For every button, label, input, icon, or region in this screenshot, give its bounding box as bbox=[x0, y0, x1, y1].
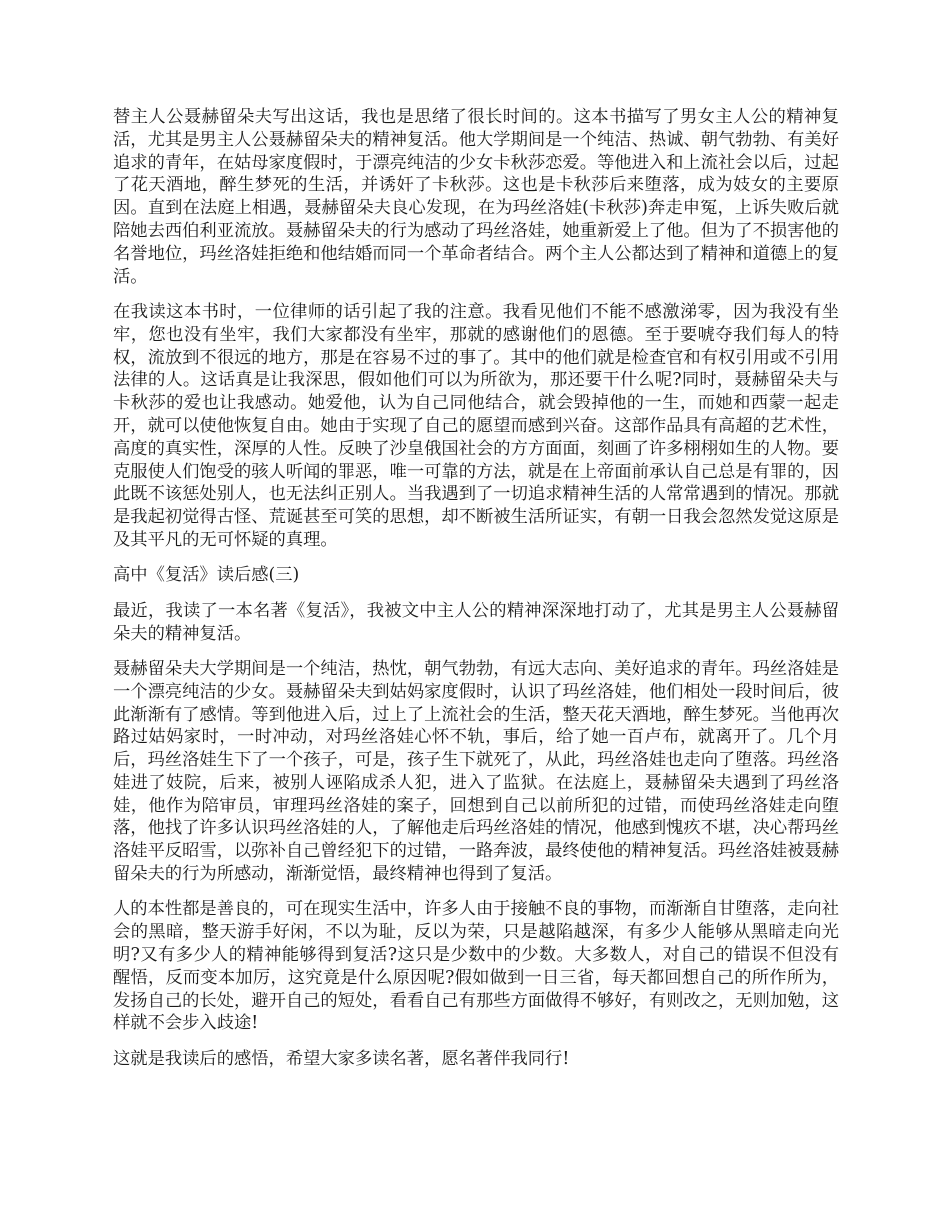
paragraph: 最近，我读了一本名著《复活》，我被文中主人公的精神深深地打动了，尤其是男主人公聂赫留朵夫的精神复活。 bbox=[113, 600, 839, 644]
paragraph: 这就是我读后的感悟，希望大家多读名著，愿名著伴我同行! bbox=[113, 1048, 570, 1069]
section-heading: 高中《复活》读后感(三) bbox=[113, 565, 300, 586]
paragraph: 聂赫留朵夫大学期间是一个纯洁，热忱，朝气勃勃，有远大志向、美好追求的青年。玛丝洛娃是一个漂亮纯洁的少女。聂赫留朵夫到姑妈家度假时，认识了玛丝洛娃，他们相处一段时间后，彼此渐渐有了感情。等到他进入后，过上了上流社会的生活，整天花天酒地，醉生梦死。当他再次路过姑妈家时，一时冲动，对玛丝洛娃心怀不轨，事后，给了她一百卢布，就离开了。几个月后，玛丝洛娃生下了一个孩子，可是，孩子生下就死了，从此，玛丝洛娃也走向了堕落。玛丝洛娃进了妓院，后来，被别人诬陷成杀人犯，进入了监狱。在法庭上，聂赫留朵夫遇到了玛丝洛娃，他作为陪审员，审理玛丝洛娃的案子，回想到自己以前所犯的过错，而使玛丝洛娃走向堕落，他找了许多认识玛丝洛娃的人，了解他走后玛丝洛娃的情况，他感到愧疚不堪，决心帮玛丝洛娃平反昭雪，以弥补自己曾经犯下的过错，一路奔波，最终使他的精神复活。玛丝洛娃被聂赫留朵夫的行为所感动，渐渐觉悟，最终精神也得到了复活。 bbox=[113, 658, 839, 885]
paragraph: 人的本性都是善良的，可在现实生活中，许多人由于接触不良的事物，而渐渐自甘堕落，走向社会的黑暗，整天游手好闲，不以为耻，反以为荣，只是越陷越深，有多少人能够从黑暗走向光明?又有多少人的精神能够得到复活?这只是少数中的少数。大多数人，对自己的错误不但没有醒悟，反而变本加厉，这究竟是什么原因呢?假如做到一日三省，每天都回想自己的所作所为，发扬自己的长处，避开自己的短处，看看自己有那些方面做得不够好，有则改之，无则加勉，这样就不会步入歧途! bbox=[113, 899, 839, 1034]
paragraph: 在我读这本书时，一位律师的话引起了我的注意。我看见他们不能不感激涕零，因为我没有坐牢，您也没有坐牢，我们大家都没有坐牢，那就的感谢他们的恩德。至于要唬夺我们每人的特权，流放到不很远的地方，那是在容易不过的事了。其中的他们就是检查官和有权引用或不引用法律的人。这话真是让我深思，假如他们可以为所欲为，那还要干什么呢?同时，聂赫留朵夫与卡秋莎的爱也让我感动。她爱他，认为自己同他结合，就会毁掉他的一生，而她和西蒙一起走开，就可以使他恢复自由。她由于实现了自己的愿望而感到兴奋。这部作品具有高超的艺术性，高度的真实性，深厚的人性。反映了沙皇俄国社会的方方面面，刻画了许多栩栩如生的人物。要克服使人们饱受的骇人听闻的罪恶，唯一可靠的方法，就是在上帝面前承认自己总是有罪的，因此既不该惩处别人，也无法纠正别人。当我遇到了一切追求精神生活的人常常遇到的情况。那就是我起初觉得古怪、荒诞甚至可笑的思想，却不断被生活所证实，有朝一日我会忽然发觉这原是及其平凡的无可怀疑的真理。 bbox=[113, 301, 839, 550]
paragraph: 替主人公聂赫留朵夫写出这话，我也是思绪了很长时间的。这本书描写了男女主人公的精神复活，尤其是男主人公聂赫留朵夫的精神复活。他大学期间是一个纯洁、热诚、朝气勃勃、有美好追求的青年，在姑母家度假时，于漂亮纯洁的少女卡秋莎恋爱。等他进入和上流社会以后，过起了花天酒地，醉生梦死的生活，并诱奸了卡秋莎。这也是卡秋莎后来堕落，成为妓女的主要原因。直到在法庭上相遇，聂赫留朵夫良心发现，在为玛丝洛娃(卡秋莎)奔走申冤，上诉失败后就陪她去西伯利亚流放。聂赫留朵夫的行为感动了玛丝洛娃，她重新爱上了他。但为了不损害他的名誉地位，玛丝洛娃拒绝和他结婚而同一个革命者结合。两个主人公都达到了精神和道德上的复活。 bbox=[113, 107, 839, 287]
document-body bbox=[113, 106, 839, 1083]
